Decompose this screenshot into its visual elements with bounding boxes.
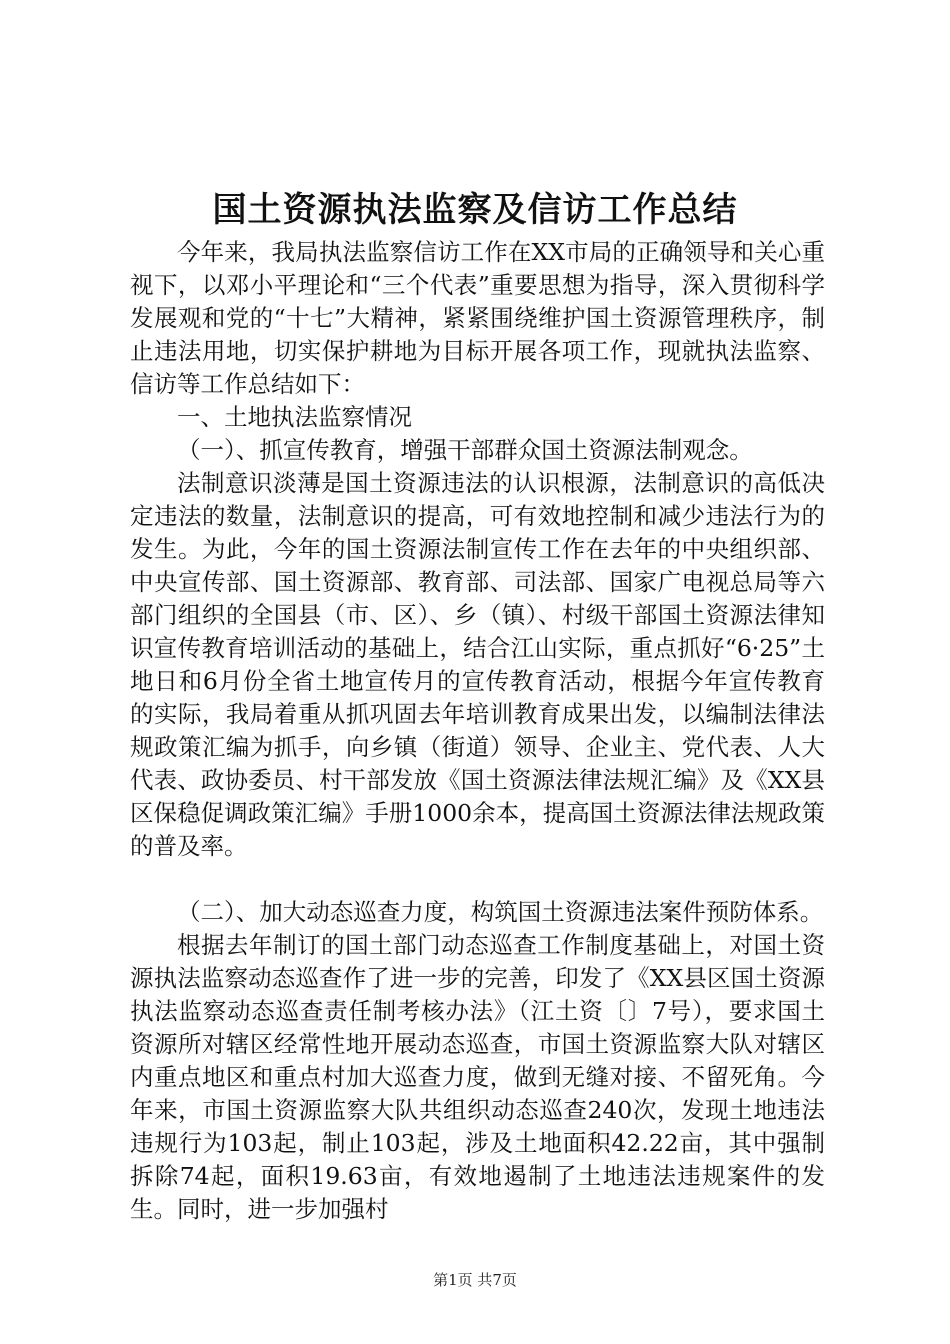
page-number-footer: 第1页 共7页 (433, 1271, 517, 1289)
subsection-heading-1: （一）、抓宣传教育，增强干部群众国土资源法制观念。 (177, 436, 753, 464)
intro-paragraph: 今年来，我局执法监察信访工作在XX市局的正确领导和关心重视下，以邓小平理论和“三个代表”重要思想为指导，深入贯彻科学发展观和党的“十七”大精神，紧紧围绕维护国土资源管理秩序，制止违法用地，切实保护耕地为目标开展各项工作，现就执法监察、信访等工作总结如下： (130, 238, 825, 398)
section-heading-1: 一、土地执法监察情况 (177, 403, 412, 431)
document-title: 国土资源执法监察及信访工作总结 (212, 190, 738, 230)
document-body (130, 236, 825, 1226)
subsection-body-1: 法制意识淡薄是国土资源违法的认识根源，法制意识的高低决定违法的数量，法制意识的提高，可有效地控制和减少违法行为的发生。为此，今年的国土资源法制宣传工作在去年的中央组织部、中央宣传部、国土资源部、教育部、司法部、国家广电视总局等六部门组织的全国县（市、区）、乡（镇）、村级干部国土资源法律知识宣传教育培训活动的基础上，结合江山实际，重点抓好“6·25”土地日和6月份全省土地宣传月的宣传教育活动，根据今年宣传教育的实际，我局着重从抓巩固去年培训教育成果出发，以编制法律法规政策汇编为抓手，向乡镇（街道）领导、企业主、党代表、人大代表、政协委员、村干部发放《国土资源法律法规汇编》及《XX县区保稳促调政策汇编》手册1000余本，提高国土资源法律法规政策的普及率。 (130, 469, 825, 860)
subsection-body-2: 根据去年制订的国土部门动态巡查工作制度基础上，对国土资源执法监察动态巡查作了进一步的完善，印发了《XX县区国土资源执法监察动态巡查责任制考核办法》（江土资〔〕7号），要求国土资源所对辖区经常性地开展动态巡查，市国土资源监察大队对辖区内重点地区和重点村加大巡查力度，做到无缝对接、不留死角。今年来，市国土资源监察大队共组织动态巡查240次，发现土地违法违规行为103起，制止103起，涉及土地面积42.22亩，其中强制拆除74起，面积19.63亩，有效地遏制了土地违法违规案件的发生。同时，进一步加强村 (130, 931, 825, 1223)
subsection-heading-2: （二）、加大动态巡查力度，构筑国土资源违法案件预防体系。 (177, 898, 824, 926)
